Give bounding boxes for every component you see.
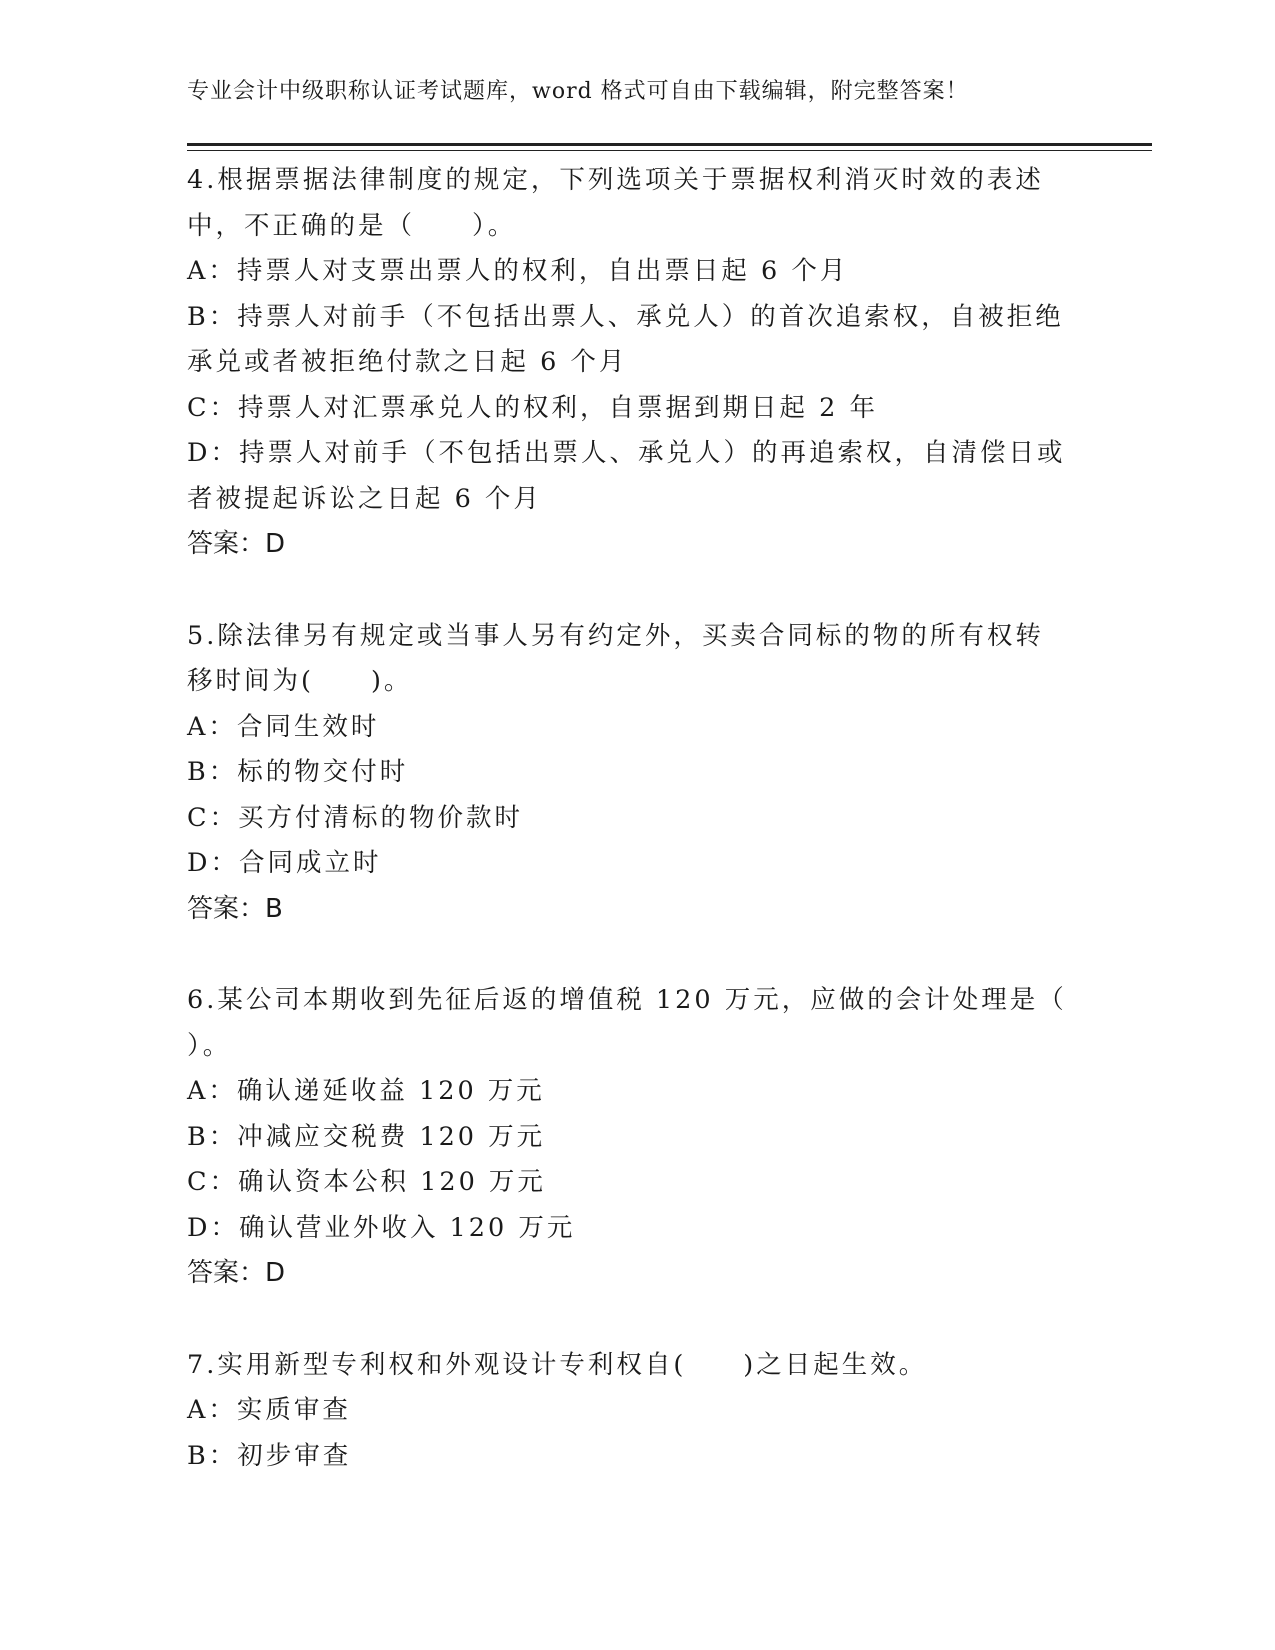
option-c: C：持票人对汇票承兑人的权利，自票据到期日起 2 年	[187, 392, 878, 423]
option-d: D：合同成立时	[187, 848, 382, 878]
question-stem-line: 7.实用新型专利权和外观设计专利权自( )之日起生效。	[187, 1349, 928, 1380]
option-b: B：持票人对前手（不包括出票人、承兑人）的首次追索权，自被拒绝	[187, 301, 1064, 332]
answer: 答案：D	[187, 529, 286, 559]
option-a: A：确认递延收益 120 万元	[187, 1076, 545, 1106]
question-stem-line: 5.除法律另有规定或当事人另有约定外，买卖合同标的物的所有权转	[187, 620, 1044, 651]
option-c: C：买方付清标的物价款时	[187, 802, 524, 833]
question-list	[187, 158, 1087, 1479]
question-stem-line: 6.某公司本期收到先征后返的增值税 120 万元，应做的会计处理是（	[187, 985, 1067, 1015]
option-a: A：合同生效时	[187, 711, 380, 742]
question-stem-line: 中，不正确的是（ ）。	[187, 210, 517, 241]
header-rule-thin	[187, 150, 1152, 151]
option-d: D：持票人对前手（不包括出票人、承兑人）的再追索权，自清偿日或	[187, 438, 1066, 468]
option-d-cont: 者被提起诉讼之日起 6 个月	[187, 483, 542, 514]
question-gap	[187, 932, 1087, 978]
page-header: 专业会计中级职称认证考试题库，word 格式可自由下载编辑，附完整答案！	[187, 79, 969, 104]
question-5	[187, 614, 1087, 933]
option-a: A：实质审查	[187, 1395, 351, 1425]
option-b: B：初步审查	[187, 1440, 352, 1471]
option-b: B：冲减应交税费 120 万元	[187, 1121, 546, 1152]
question-7	[187, 1343, 1087, 1480]
option-b-cont: 承兑或者被拒绝付款之日起 6 个月	[187, 347, 628, 377]
question-stem-line: 4.根据票据法律制度的规定，下列选项关于票据权利消灭时效的表述	[187, 165, 1044, 195]
question-stem-line: ）。	[187, 1030, 232, 1061]
option-d: D：确认营业外收入 120 万元	[187, 1212, 576, 1243]
question-stem-line: 移时间为( )。	[187, 666, 413, 696]
answer: 答案：B	[187, 893, 283, 924]
header-rule-thick	[187, 143, 1152, 146]
question-gap	[187, 1297, 1087, 1343]
option-a: A：持票人对支票出票人的权利，自出票日起 6 个月	[187, 256, 849, 286]
option-b: B：标的物交付时	[187, 757, 409, 787]
answer: 答案：D	[187, 1258, 286, 1288]
question-6	[187, 978, 1087, 1297]
option-c: C：确认资本公积 120 万元	[187, 1167, 546, 1197]
question-gap	[187, 568, 1087, 614]
question-4	[187, 158, 1087, 568]
